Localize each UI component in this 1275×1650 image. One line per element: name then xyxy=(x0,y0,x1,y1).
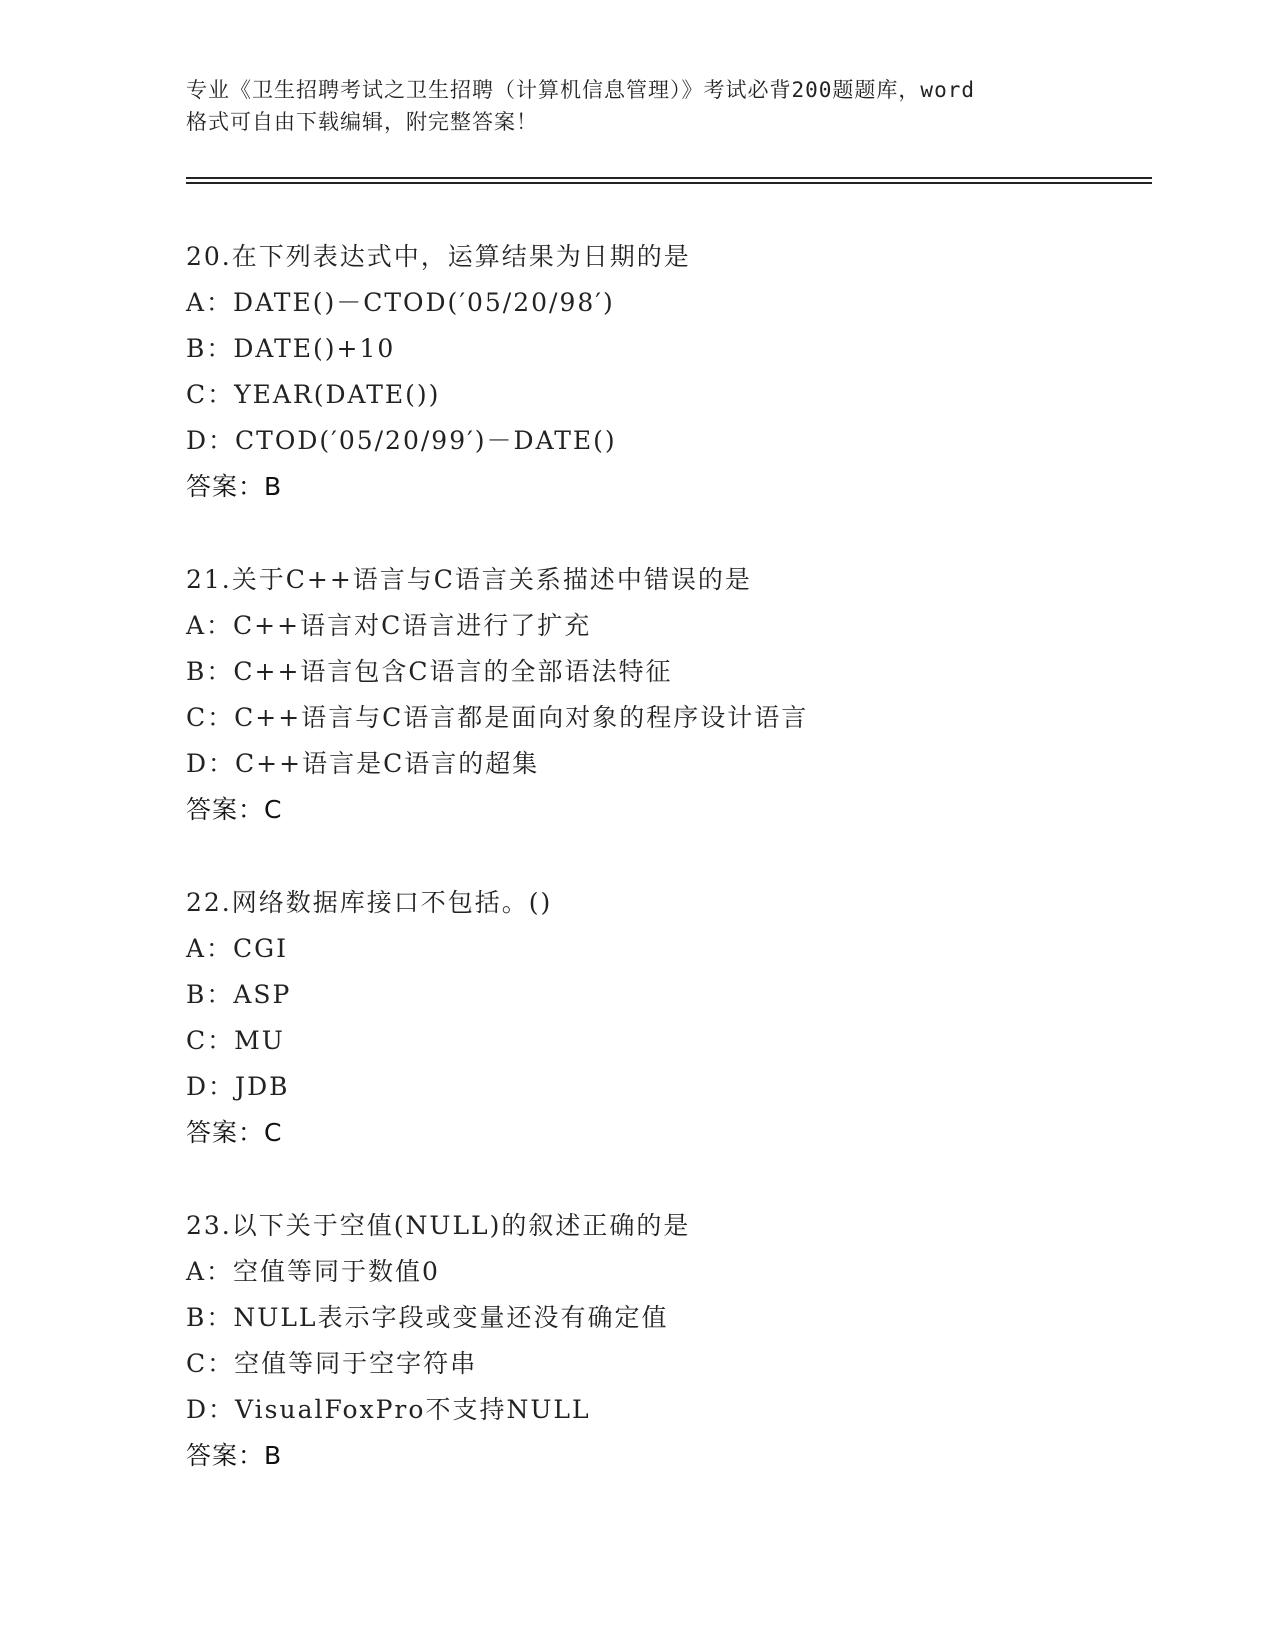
header-line-1: 专业《卫生招聘考试之卫生招聘（计算机信息管理）》考试必背200题题库，word xyxy=(186,78,975,102)
option-d: D：CTOD(′05/20/99′)－DATE() xyxy=(186,426,617,455)
question-20 xyxy=(186,234,1146,510)
question-21 xyxy=(186,557,1146,833)
option-b: B：NULL表示字段或变量还没有确定值 xyxy=(186,1303,669,1332)
option-b: B：C++语言包含C语言的全部语法特征 xyxy=(186,657,673,686)
question-stem: 23.以下关于空值(NULL)的叙述正确的是 xyxy=(186,1211,691,1240)
option-a: A：空值等同于数值0 xyxy=(186,1257,440,1286)
option-b: B：DATE()+10 xyxy=(186,334,396,363)
answer-line: 答案：C xyxy=(186,1118,283,1147)
document-header xyxy=(186,74,1096,138)
header-divider-bottom xyxy=(186,182,1152,184)
question-stem: 21.关于C++语言与C语言关系描述中错误的是 xyxy=(186,565,752,594)
header-line-2: 格式可自由下载编辑，附完整答案！ xyxy=(186,110,538,134)
option-a: A：C++语言对C语言进行了扩充 xyxy=(186,611,592,640)
option-c: C：YEAR(DATE()) xyxy=(186,380,441,409)
option-c: C：空值等同于空字符串 xyxy=(186,1349,478,1378)
question-list xyxy=(186,234,1146,1479)
option-d: D：VisualFoxPro不支持NULL xyxy=(186,1395,591,1424)
answer-line: 答案：B xyxy=(186,1441,283,1470)
option-d: D：C++语言是C语言的超集 xyxy=(186,749,540,778)
header-divider-top xyxy=(186,177,1152,179)
answer-line: 答案：C xyxy=(186,795,283,824)
option-b: B：ASP xyxy=(186,980,292,1009)
option-c: C：MU xyxy=(186,1026,285,1055)
question-22 xyxy=(186,880,1146,1156)
option-c: C：C++语言与C语言都是面向对象的程序设计语言 xyxy=(186,703,809,732)
option-d: D：JDB xyxy=(186,1072,290,1101)
answer-line: 答案：B xyxy=(186,472,283,501)
question-stem: 20.在下列表达式中，运算结果为日期的是 xyxy=(186,242,691,271)
question-23 xyxy=(186,1203,1146,1479)
question-stem: 22.网络数据库接口不包括。() xyxy=(186,888,553,917)
option-a: A：CGI xyxy=(186,934,289,963)
option-a: A：DATE()－CTOD(′05/20/98′) xyxy=(186,288,615,317)
